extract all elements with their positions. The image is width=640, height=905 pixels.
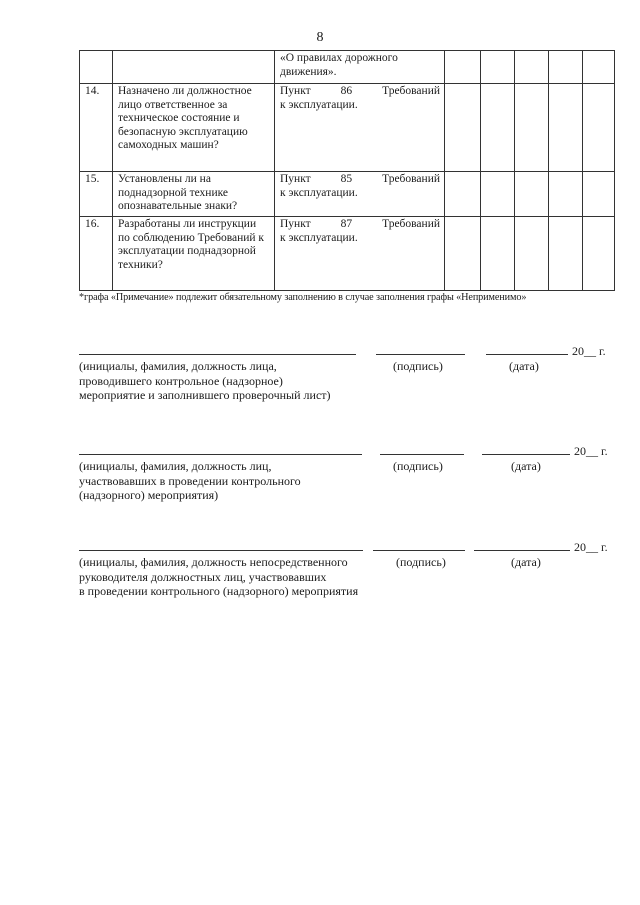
row-question: Назначено ли должностное лицо ответственное за техническое состояние и безопасную эксплуатацию самоходных машин? — [113, 84, 275, 172]
row-reference: Пункт 85 Требований к эксплуатации. — [275, 172, 445, 217]
table-row — [80, 51, 615, 84]
note-cell — [583, 217, 615, 291]
answer-cell — [445, 84, 481, 172]
date-caption: (дата) — [509, 359, 539, 373]
answer-cell — [481, 217, 515, 291]
row-reference: «О правилах дорожного движения». — [275, 51, 445, 84]
row-number: 16. — [80, 217, 113, 291]
row-number: 15. — [80, 172, 113, 217]
answer-cell — [515, 217, 549, 291]
note-cell — [583, 172, 615, 217]
date-caption: (дата) — [511, 459, 541, 473]
row-question: Разработаны ли инструкции по соблюдению Требований к эксплуатации поднадзорной техники? — [113, 217, 275, 291]
table-row — [80, 217, 615, 291]
answer-cell — [481, 172, 515, 217]
signature-caption: (подпись) — [393, 359, 443, 373]
name-line — [79, 454, 362, 455]
note-cell — [583, 51, 615, 84]
answer-cell — [445, 51, 481, 84]
row-number: 14. — [80, 84, 113, 172]
date-line — [486, 354, 568, 355]
name-caption: (инициалы, фамилия, должность лиц, участвовавших в проведении контрольного (надзорного) мероприятия) — [79, 459, 301, 502]
year-label: 20__ г. — [572, 344, 606, 358]
row-number — [80, 51, 113, 84]
answer-cell — [549, 172, 583, 217]
answer-cell — [445, 217, 481, 291]
row-question — [113, 51, 275, 84]
signature-line — [376, 354, 465, 355]
year-label: 20__ г. — [574, 540, 608, 554]
answer-cell — [445, 172, 481, 217]
footnote: *графа «Примечание» подлежит обязательному заполнению в случае заполнения графы «Неприменимо» — [79, 292, 527, 303]
date-line — [482, 454, 570, 455]
name-line — [79, 354, 356, 355]
name-line — [79, 550, 363, 551]
name-caption: (инициалы, фамилия, должность лица, проводившего контрольное (надзорное) мероприятие и заполнившего проверочный лист) — [79, 359, 331, 402]
page-number: 8 — [316, 30, 324, 45]
answer-cell — [515, 172, 549, 217]
row-reference: Пункт 87 Требований к эксплуатации. — [275, 217, 445, 291]
checklist-table — [79, 50, 615, 291]
signature-line — [380, 454, 464, 455]
signature-caption: (подпись) — [393, 459, 443, 473]
year-label: 20__ г. — [574, 444, 608, 458]
name-caption: (инициалы, фамилия, должность непосредственного руководителя должностных лиц, участвовавших в проведении контрольного (надзорного) мероприятия — [79, 555, 359, 598]
row-question: Установлены ли на поднадзорной технике опознавательные знаки? — [113, 172, 275, 217]
answer-cell — [549, 51, 583, 84]
answer-cell — [481, 51, 515, 84]
note-cell — [583, 84, 615, 172]
answer-cell — [515, 51, 549, 84]
table-row — [80, 84, 615, 172]
signature-caption: (подпись) — [396, 555, 446, 569]
answer-cell — [549, 217, 583, 291]
answer-cell — [481, 84, 515, 172]
answer-cell — [549, 84, 583, 172]
date-line — [474, 550, 570, 551]
row-reference: Пункт 86 Требований к эксплуатации. — [275, 84, 445, 172]
answer-cell — [515, 84, 549, 172]
table-row — [80, 172, 615, 217]
date-caption: (дата) — [511, 555, 541, 569]
signature-line — [373, 550, 465, 551]
